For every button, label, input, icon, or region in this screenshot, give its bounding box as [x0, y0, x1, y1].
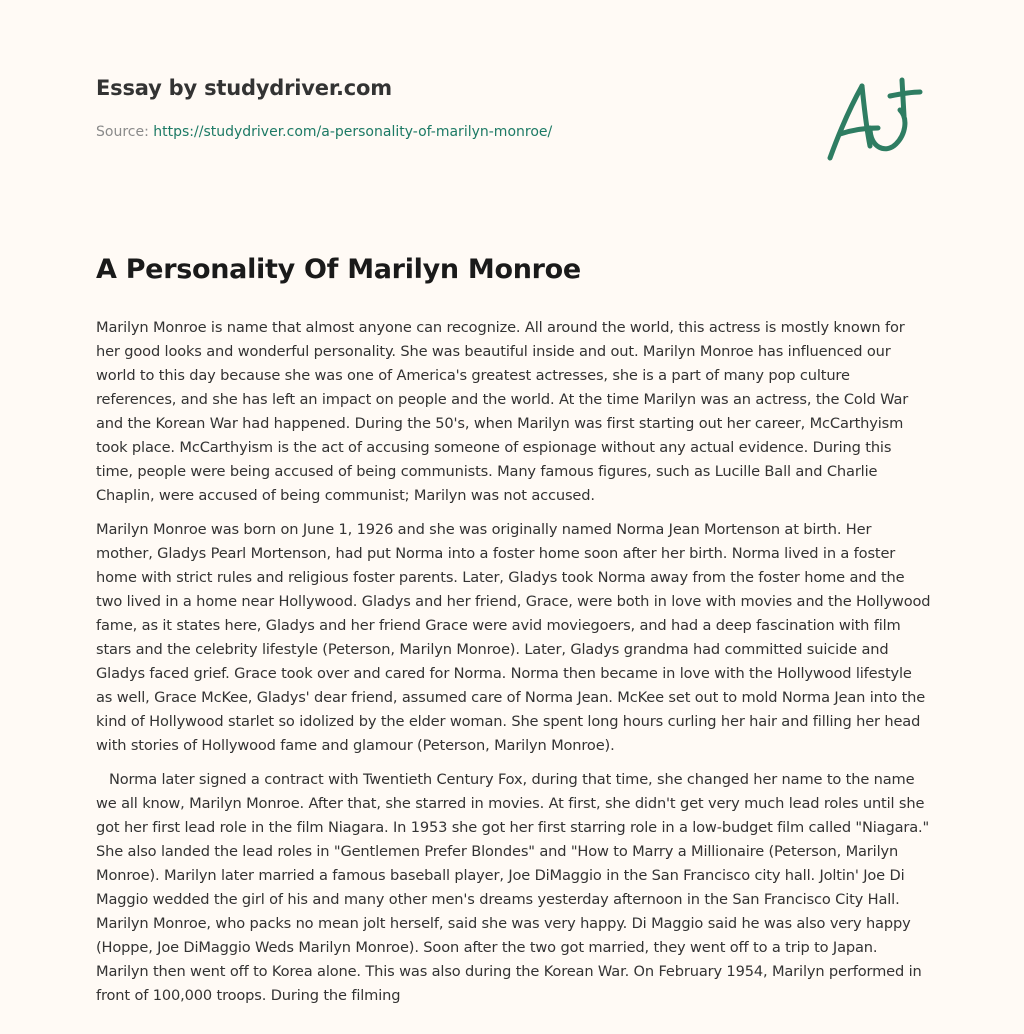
- essay-paragraph: Norma later signed a contract with Twentieth Century Fox, during that time, she changed her name to the name we all know, Marilyn Monroe. After that, she starred in movies. At first, she didn't get very much lead roles until she got her first lead role in the film Niagara. In 1953 she got her first starring role in a low-budget film called "Niagara." She also landed the lead roles in "Gentlemen Prefer Blondes" and "How to Marry a Millionaire (Peterson, Marilyn Monroe). Marilyn later married a famous baseball player, Joe DiMaggio in the San Francisco city hall. Joltin' Joe Di Maggio wedded the girl of his and many other men's dreams yesterday afternoon in the San Francisco City Hall. Marilyn Monroe, who packs no mean jolt herself, said she was very happy. Di Maggio said he was also very happy (Hoppe, Joe DiMaggio Weds Marilyn Monroe). Soon after the two got married, they went off to a trip to Japan. Marilyn then went off to Korea alone. This was also during the Korean War. On February 1954, Marilyn performed in front of 100,000 troops. During the filming: [96, 771, 930, 1004]
- essay-paragraph: Marilyn Monroe was born on June 1, 1926 and she was originally named Norma Jean Mortenson at birth. Her mother, Gladys Pearl Mortenson, had put Norma into a foster home soon after her birth. Norma lived in a foster home with strict rules and religious foster parents. Later, Gladys took Norma away from the foster home and the two lived in a home near Hollywood. Gladys and her friend, Grace, were both in love with movies and the Hollywood fame, as it states here, Gladys and her friend Grace were avid moviegoers, and had a deep fascination with film stars and the celebrity lifestyle (Peterson, Marilyn Monroe). Later, Gladys grandma had committed suicide and Gladys faced grief. Grace took over and cared for Norma. Norma then became in love with the Hollywood lifestyle as well, Grace McKee, Gladys' dear friend, assumed care of Norma Jean. McKee set out to mold Norma Jean into the kind of Hollywood starlet so idolized by the elder woman. She spent long hours curling her hair and filling her head with stories of Hollywood fame and glamour (Peterson, Marilyn Monroe).: [96, 521, 931, 754]
- source-line: [96, 124, 552, 140]
- source-label: Source:: [96, 124, 154, 140]
- site-header: [96, 76, 928, 140]
- source-link[interactable]: https://studydriver.com/a-personality-of-marilyn-monroe/: [153, 124, 553, 140]
- essay-paragraph: Marilyn Monroe is name that almost anyone can recognize. All around the world, this actress is mostly known for her good looks and wonderful personality. She was beautiful inside and out. Marilyn Monroe has influenced our world to this day because she was one of America's greatest actresses, she is a part of many pop culture references, and she has left an impact on people and the world. At the time Marilyn was an actress, the Cold War and the Korean War had happened. During the 50's, when Marilyn was first starting out her career, McCarthyism took place. McCarthyism is the act of accusing someone of espionage without any actual evidence. During this time, people were being accused of being communists. Many famous figures, such as Lucille Ball and Charlie Chaplin, were accused of being communist; Marilyn was not accused.: [96, 319, 909, 504]
- essay-title: A Personality Of Marilyn Monroe: [96, 254, 581, 285]
- site-title: Essay by studydriver.com: [96, 76, 392, 100]
- essay-body: [96, 316, 932, 1018]
- a-plus-grade-icon: [820, 66, 930, 166]
